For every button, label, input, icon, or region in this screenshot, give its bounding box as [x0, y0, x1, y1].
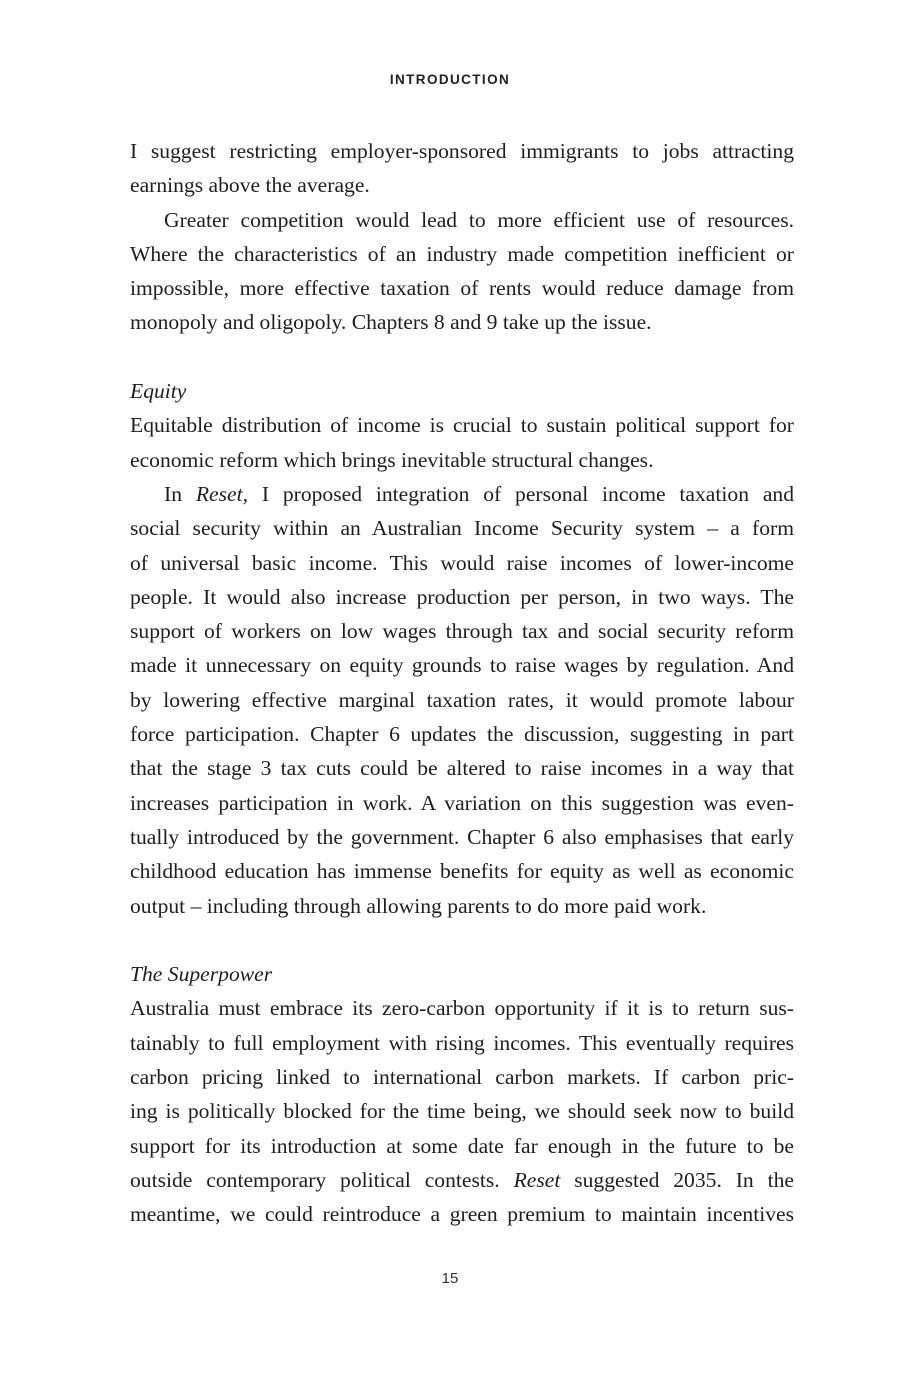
text-line: tainably to full employment with rising incomes. This eventually requires — [130, 1030, 794, 1055]
running-head: INTRODUCTION — [389, 72, 511, 87]
text-run: In — [164, 481, 196, 506]
text-line: by lowering effective marginal taxation rates, it would promote labour — [130, 687, 794, 712]
text-line — [130, 477, 794, 511]
text-line: support of workers on low wages through tax and social security reform — [130, 619, 794, 644]
text-line: output – including through allowing parents to do more paid work. — [130, 893, 707, 918]
text-line: Greater competition would lead to more efficient use of resources. — [164, 207, 794, 232]
text-line: Where the characteristics of an industry made competition inefficient or — [130, 241, 794, 266]
text-line: ing is politically blocked for the time being, we should seek now to build — [130, 1099, 794, 1124]
text-line — [130, 1163, 794, 1197]
text-line: earnings above the average. — [130, 173, 370, 198]
text-line: Australia must embrace its zero-carbon opportunity if it is to return sus- — [130, 996, 794, 1021]
text-line: I suggest restricting employer-sponsored immigrants to jobs attracting — [130, 139, 794, 163]
body-text — [130, 134, 794, 1232]
text-line: force participation. Chapter 6 updates the discussion, suggesting in part — [130, 722, 794, 747]
text-line: monopoly and oligopoly. Chapters 8 and 9 take up the issue. — [130, 310, 652, 335]
text-line: childhood education has immense benefits for equity as well as economic — [130, 859, 794, 884]
text-line: social security within an Australian Income Security system – a form — [130, 516, 794, 541]
book-title-reset: Reset — [513, 1167, 561, 1192]
text-line: carbon pricing linked to international carbon markets. If carbon pric- — [130, 1065, 794, 1090]
text-line: Equitable distribution of income is crucial to sustain political support for — [130, 413, 794, 438]
text-line: that the stage 3 tax cuts could be altered to raise incomes in a way that — [130, 756, 794, 781]
section-heading-equity: Equity — [130, 379, 187, 404]
text-line: meantime, we could reintroduce a green premium to maintain incentives — [130, 1202, 794, 1227]
text-line: tually introduced by the government. Chapter 6 also emphasises that early — [130, 824, 794, 849]
text-line: people. It would also increase production per person, in two ways. The — [130, 584, 794, 609]
section-heading-superpower: The Superpower — [130, 962, 273, 987]
text-line: increases participation in work. A variation on this suggestion was even- — [130, 790, 794, 815]
text-run: outside contemporary political contests. — [130, 1167, 514, 1192]
text-run: , I proposed integration of personal income taxation and — [242, 481, 794, 506]
text-line: support for its introduction at some date far enough in the future to be — [130, 1133, 794, 1158]
book-title-reset: Reset — [195, 481, 243, 506]
text-run: suggested 2035. In the — [560, 1167, 794, 1192]
text-line: of universal basic income. This would raise incomes of lower-income — [130, 550, 794, 575]
page-number: 15 — [441, 1270, 459, 1287]
text-line: made it unnecessary on equity grounds to raise wages by regulation. And — [130, 653, 794, 678]
text-line: impossible, more effective taxation of rents would reduce damage from — [130, 276, 794, 301]
text-line: economic reform which brings inevitable structural changes. — [130, 447, 654, 472]
